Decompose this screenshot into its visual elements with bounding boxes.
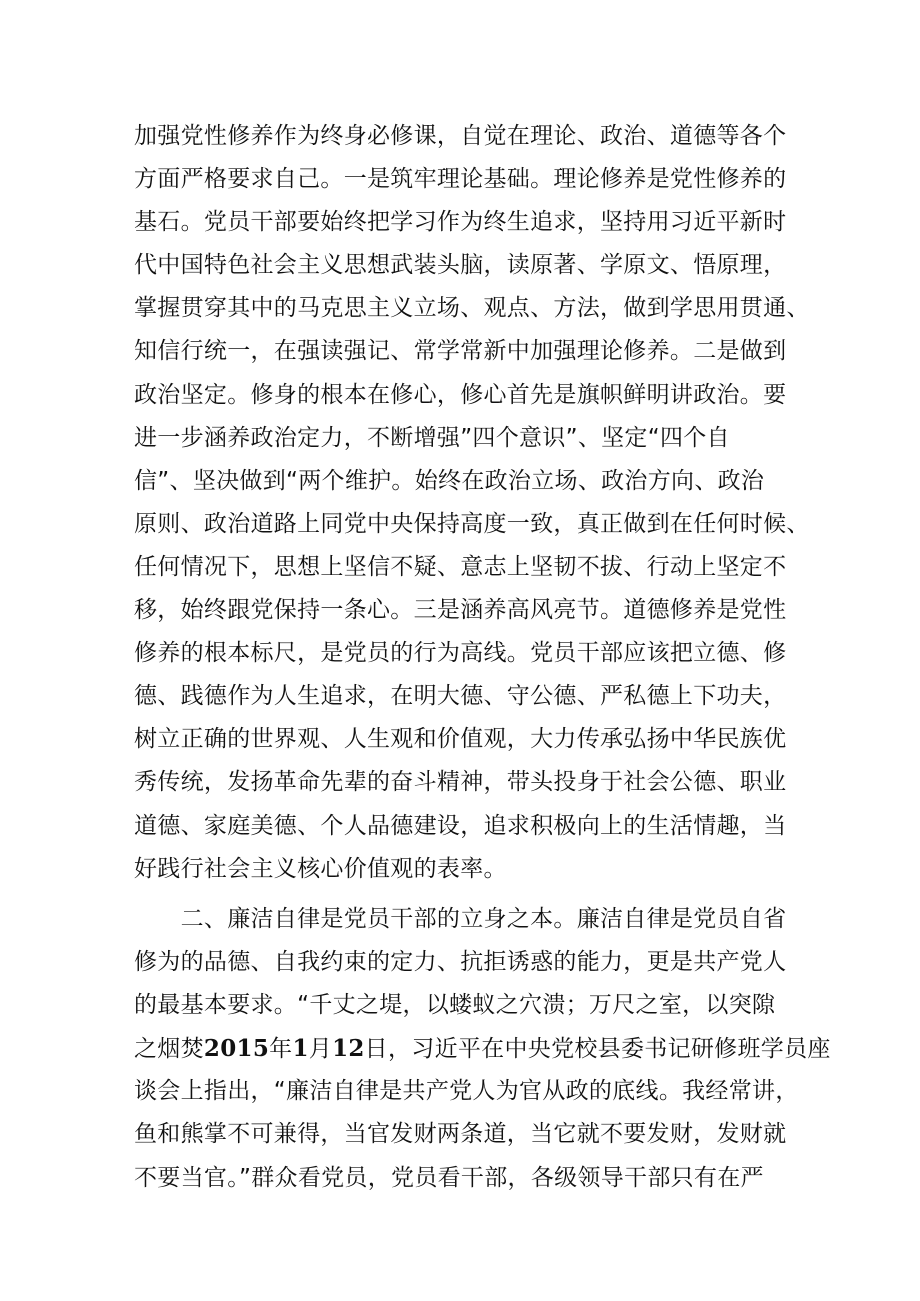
text-line: 掌握贯穿其中的马克思主义立场、观点、方法，做到学思用贯通、 (134, 295, 810, 322)
date-year: 2015 (203, 1035, 270, 1063)
text-line: 移，始终跟党保持一条心。三是涵养高风亮节。道德修养是党性 (134, 597, 787, 624)
text-line: 原则、政治道路上同党中央保持高度一致，真正做到在任何时候、 (134, 510, 810, 537)
text-line: 信”、坚决做到“两个维护。始终在政治立场、政治方向、政治 (134, 467, 765, 494)
text-segment: 年 (269, 1036, 293, 1063)
text-line: 基石。党员干部要始终把学习作为终生追求，坚持用习近平新时 (134, 209, 787, 236)
text-line: 修养的根本标尺，是党员的行为高线。党员干部应该把立德、修 (134, 640, 787, 667)
text-line: 不要当官。”群众看党员，党员看干部，各级领导干部只有在严 (134, 1164, 764, 1191)
text-line: 方面严格要求自己。一是筑牢理论基础。理论修养是党性修养的 (134, 166, 787, 193)
text-line: 任何情况下，思想上坚信不疑、意志上坚韧不拔、行动上坚定不 (134, 553, 787, 580)
paragraph-integrity (134, 898, 831, 1200)
text-line: 秀传统，发扬革命先辈的奋斗精神，带头投身于社会公德、职业 (134, 769, 787, 796)
text-line: 树立正确的世界观、人生观和价值观，大力传承弘扬中华民族优 (134, 726, 787, 753)
text-line: 的最基本要求。“千丈之堤，以蝼蚁之穴溃；万尺之室，以突隙 (134, 992, 776, 1019)
text-line: 道德、家庭美德、个人品德建设，追求积极向上的生活情趣，当 (134, 812, 787, 839)
date-month: 1 (292, 1035, 309, 1063)
text-line: 进一步涵养政治定力，不断增强”四个意识”、坚定“四个自 (134, 424, 730, 451)
text-line: 德、践德作为人生追求，在明大德、守公德、严私德上下功夫， (134, 683, 787, 710)
text-line: 好践行社会主义核心价值观的表率。 (134, 855, 507, 882)
text-line: 二、廉洁自律是党员干部的立身之本。廉洁自律是党员自省 (134, 906, 787, 932)
text-segment: 月 (308, 1036, 333, 1063)
text-segment: 日，习近平在中央党校县委书记研修班学员座 (364, 1036, 831, 1063)
text-line-with-date (134, 1027, 831, 1070)
date-day: 12 (332, 1035, 365, 1063)
text-line: 谈会上指出，“廉洁自律是共产党人为官从政的底线。我经常讲， (134, 1078, 799, 1105)
text-segment: 之烟焚 (134, 1036, 204, 1063)
text-line: 加强党性修养作为终身必修课，自觉在理论、政治、道德等各个 (134, 123, 787, 149)
paragraph-party-spirit (134, 115, 814, 891)
text-line: 鱼和熊掌不可兼得，当官发财两条道，当它就不要发财，发财就 (134, 1121, 787, 1148)
text-line: 代中国特色社会主义思想武装头脑，读原著、学原文、悟原理， (134, 252, 787, 279)
text-line: 修为的品德、自我约束的定力、抗拒诱惑的能力，更是共产党人 (134, 949, 787, 976)
text-line: 政治坚定。修身的根本在修心，修心首先是旗帜鲜明讲政治。要 (134, 381, 787, 408)
text-line: 知信行统一，在强读强记、常学常新中加强理论修养。二是做到 (134, 338, 787, 365)
